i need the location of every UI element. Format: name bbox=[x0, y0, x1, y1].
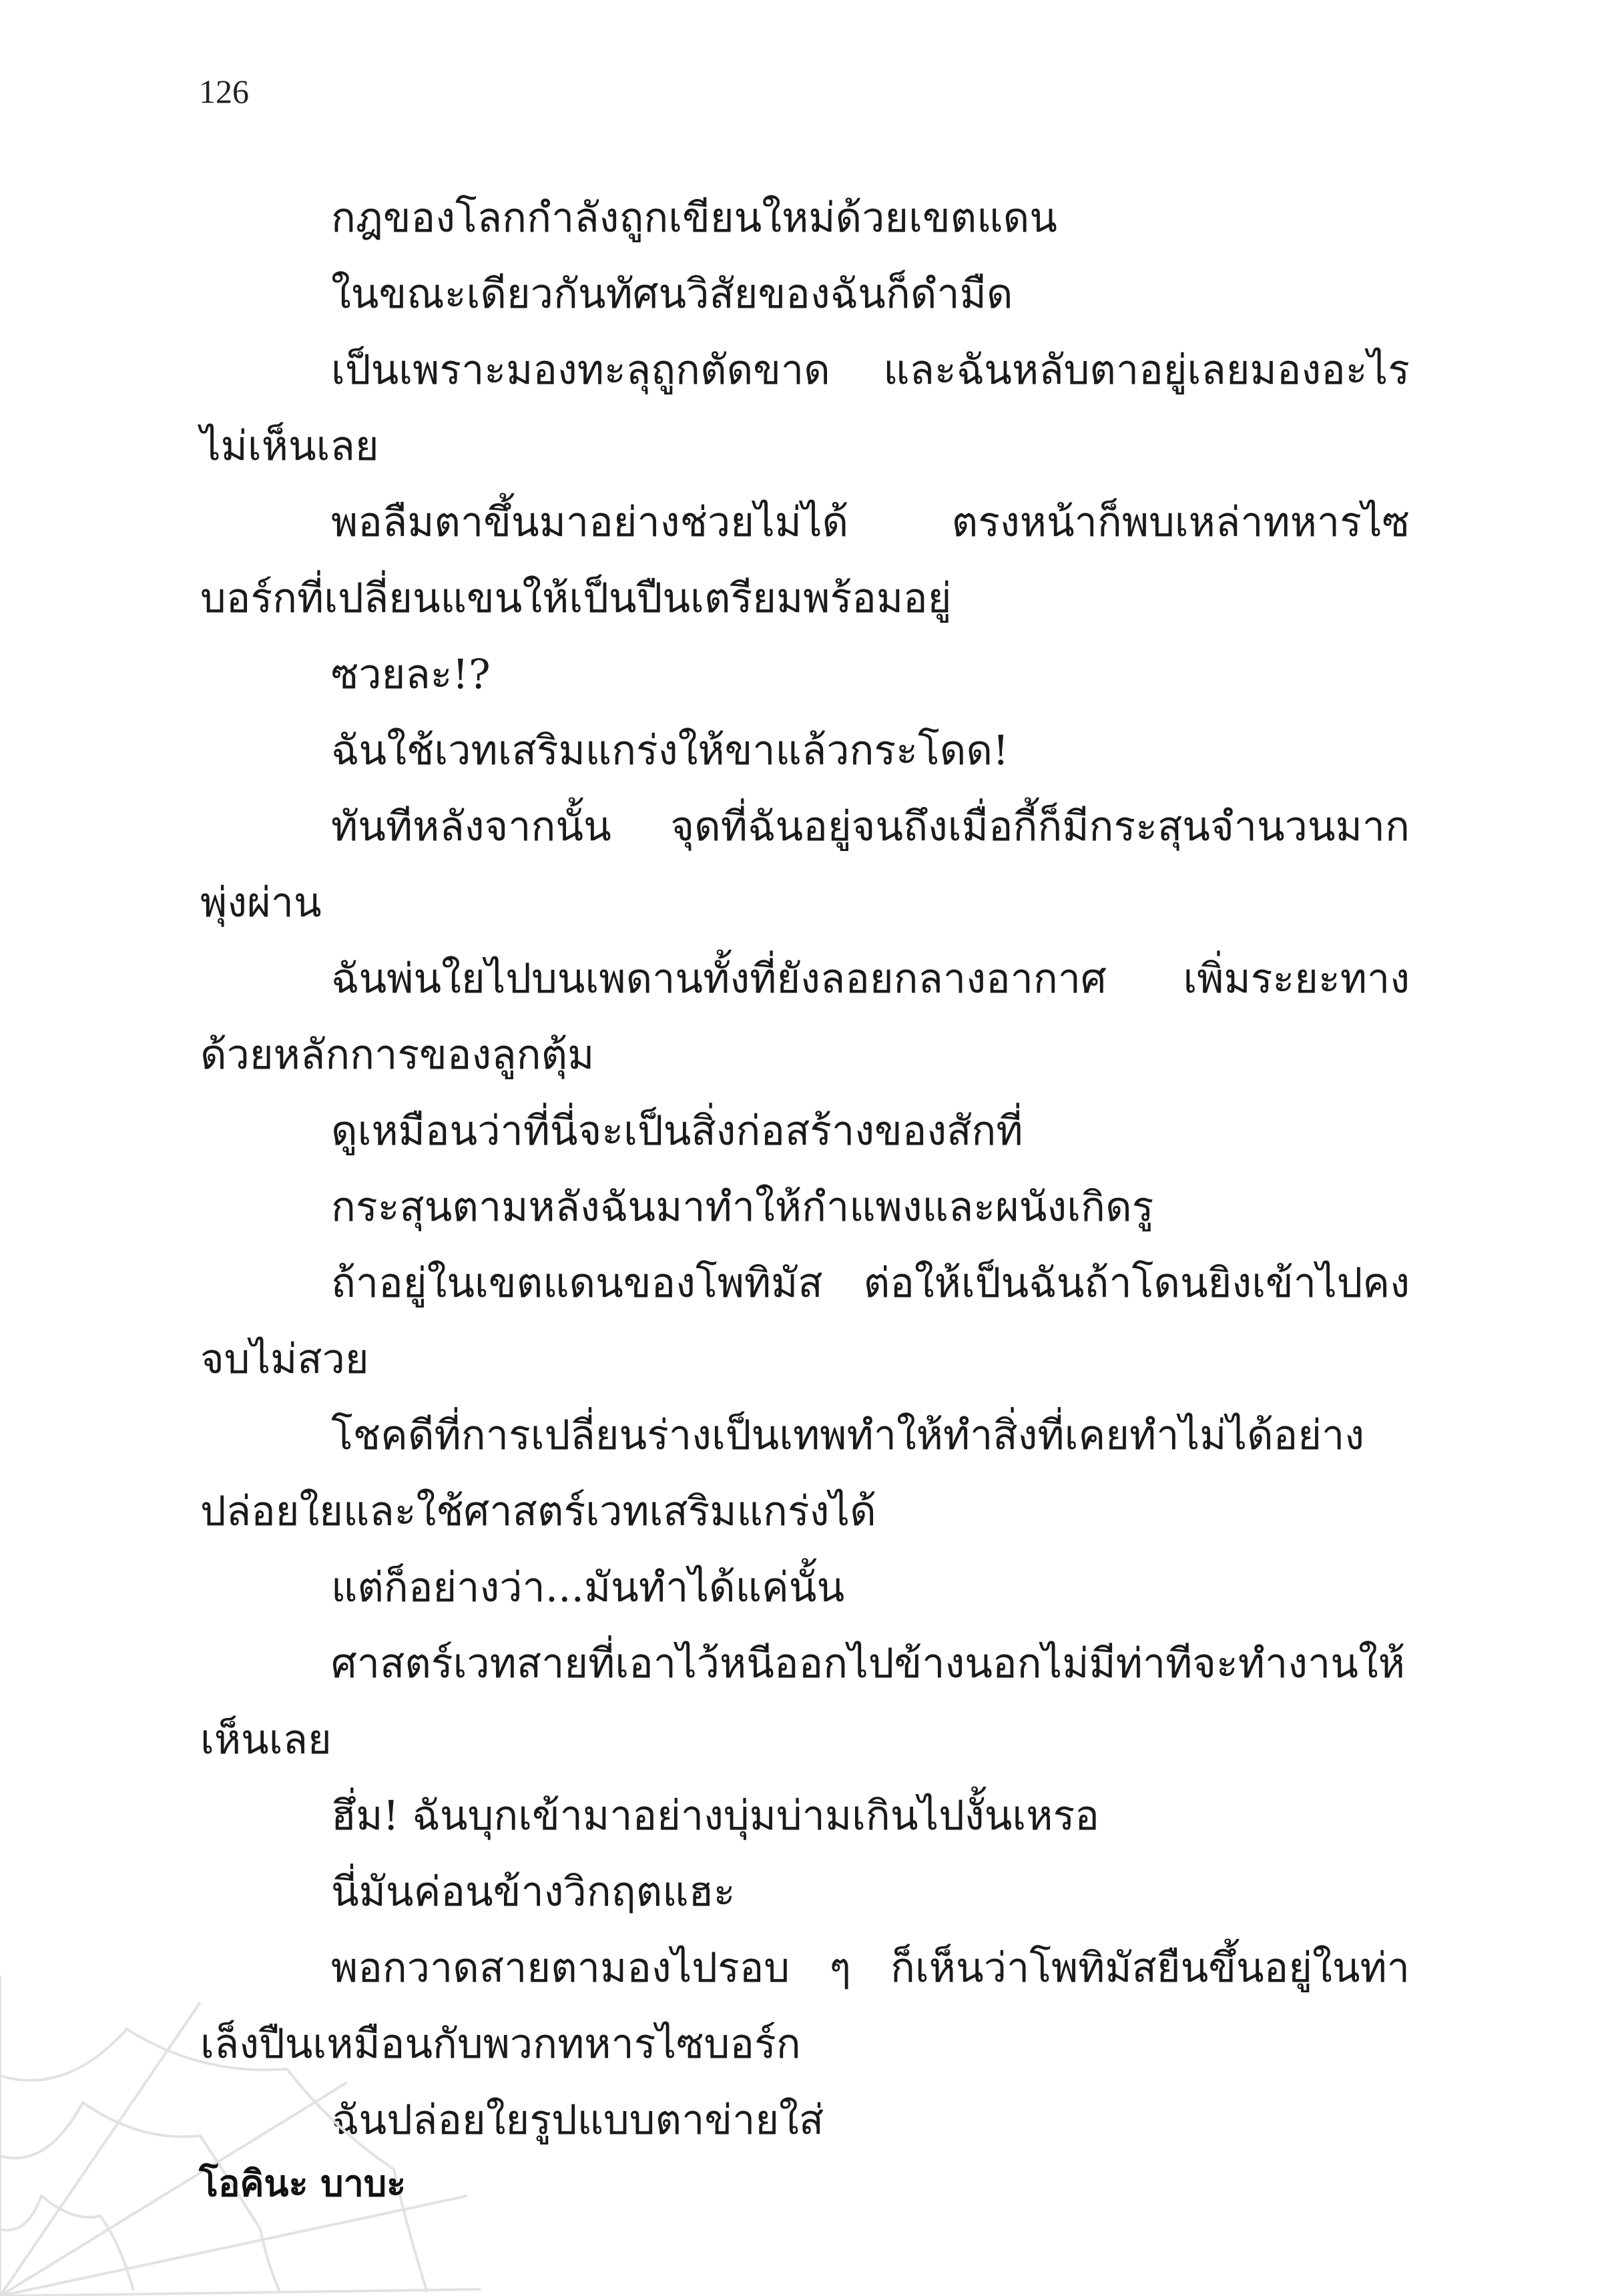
paragraph: พอลืมตาขึ้นมาอย่างช่วยไม่ได้ ตรงหน้าก็พบเหล่าทหารไซบอร์กที่เปลี่ยนแขนให้เป็นปืนเตรียมพร้อมอยู่ bbox=[200, 499, 1410, 622]
paragraph: ดูเหมือนว่าที่นี่จะเป็นสิ่งก่อสร้างของสักที่ bbox=[331, 1107, 1023, 1155]
author-name-footer: โอคินะ บาบะ bbox=[199, 2163, 407, 2205]
paragraph: ซวยละ!? bbox=[331, 651, 491, 698]
paragraph: ศาสตร์เวทสายที่เอาไว้หนีออกไปข้างนอกไม่มีท่าทีจะทำงานให้เห็นเลย bbox=[200, 1640, 1405, 1763]
paragraph: พอกวาดสายตามองไปรอบ ๆ ก็เห็นว่าโพทิมัสยืนขึ้นอยู่ในท่าเล็งปืนเหมือนกับพวกทหารไซบอร์ก bbox=[200, 1944, 1410, 2068]
paragraph: ฉันใช้เวทเสริมแกร่งให้ขาแล้วกระโดด! bbox=[331, 727, 1009, 774]
paragraph: ฮึ่ม! ฉันบุกเข้ามาอย่างบุ่มบ่ามเกินไปงั้นเหรอ bbox=[331, 1792, 1099, 1839]
spider-web-decoration-icon bbox=[0, 1976, 481, 2296]
paragraph: ฉันปล่อยใยรูปแบบตาข่ายใส่ bbox=[331, 2096, 824, 2144]
paragraph: นี่มันค่อนข้างวิกฤตแฮะ bbox=[331, 1868, 736, 1916]
paragraph: เป็นเพราะมองทะลุถูกตัดขาด และฉันหลับตาอยู่เลยมองอะไรไม่เห็นเลย bbox=[200, 346, 1410, 470]
paragraph: ในขณะเดียวกันทัศนวิสัยของฉันก็ดำมืด bbox=[331, 270, 1013, 318]
paragraph: ถ้าอยู่ในเขตแดนของโพทิมัส ต่อให้เป็นฉันถ้าโดนยิงเข้าไปคงจบไม่สวย bbox=[200, 1259, 1410, 1383]
chapter-body-text bbox=[200, 180, 1410, 2159]
paragraph: โชคดีที่การเปลี่ยนร่างเป็นเทพทำให้ทำสิ่งที่เคยทำไม่ได้อย่างปล่อยใยและใช้ศาสตร์เวทเสริมแกร่งได้ bbox=[200, 1412, 1365, 1535]
paragraph: แต่ก็อย่างว่า...มันทำได้แค่นั้น bbox=[331, 1564, 845, 1611]
page-number: 126 bbox=[199, 73, 249, 110]
paragraph: ทันทีหลังจากนั้น จุดที่ฉันอยู่จนถึงเมื่อกี้ก็มีกระสุนจำนวนมากพุ่งผ่าน bbox=[200, 803, 1410, 926]
paragraph: กฎของโลกกำลังถูกเขียนใหม่ด้วยเขตแดน bbox=[331, 194, 1057, 242]
paragraph: กระสุนตามหลังฉันมาทำให้กำแพงและผนังเกิดรู bbox=[331, 1183, 1154, 1231]
paragraph: ฉันพ่นใยไปบนเพดานทั้งที่ยังลอยกลางอากาศ เพิ่มระยะทางด้วยหลักการของลูกตุ้ม bbox=[200, 955, 1410, 1079]
